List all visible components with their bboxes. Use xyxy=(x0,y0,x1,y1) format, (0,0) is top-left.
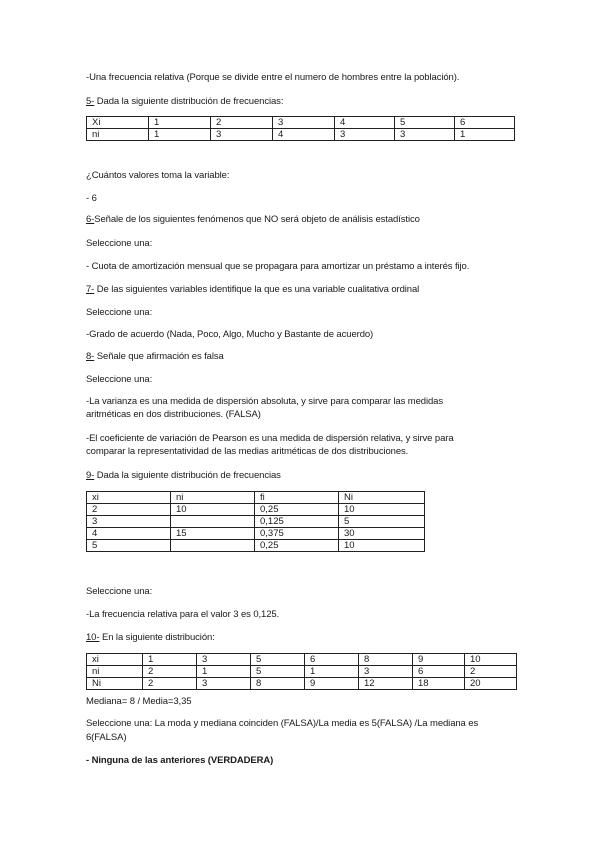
q8-select-label: Seleccione una: xyxy=(86,374,153,385)
table-cell: 6 xyxy=(455,117,515,129)
table-row xyxy=(87,678,517,690)
table-cell: 5 xyxy=(251,666,305,678)
table-row xyxy=(87,528,425,540)
q10-stats: Mediana= 8 / Media=3,35 xyxy=(86,696,192,707)
table-row xyxy=(87,540,425,552)
table-row xyxy=(87,666,517,678)
q10-answer: - Ninguna de las anteriores (VERDADERA) xyxy=(86,755,274,766)
table-cell: 5 xyxy=(395,117,455,129)
table-row xyxy=(87,654,517,666)
table-cell: ni xyxy=(171,492,255,504)
table-cell: xi xyxy=(87,654,143,666)
q8-option-1-line-2: aritméticas en dos distribuciones. (FALSA) xyxy=(86,409,261,420)
q10-heading xyxy=(86,632,215,644)
table-cell: 5 xyxy=(87,540,171,552)
q8-number: 8- xyxy=(86,351,95,362)
table-cell: 18 xyxy=(413,678,465,690)
table-row xyxy=(87,516,425,528)
table-cell: ni xyxy=(87,129,149,141)
table-cell: 4 xyxy=(273,129,335,141)
table-cell: 6 xyxy=(305,654,359,666)
q8-option-2-line-1: -El coeficiente de variación de Pearson es una medida de dispersión relativa, y sirve para xyxy=(86,433,454,444)
q8-text: Señale que afirmación es falsa xyxy=(94,351,224,362)
table-cell: 8 xyxy=(251,678,305,690)
table-cell: 1 xyxy=(305,666,359,678)
q10-text: En la siguiente distribución: xyxy=(99,632,215,643)
table-cell: 3 xyxy=(395,129,455,141)
table-cell: 1 xyxy=(455,129,515,141)
table-cell: 0,25 xyxy=(255,540,339,552)
table-cell: 1 xyxy=(143,654,197,666)
q7-heading xyxy=(86,284,419,296)
q10-table xyxy=(86,653,517,690)
q10-select-line-1: Seleccione una: La moda y mediana coinciden (FALSA)/La media es 5(FALSA) /La mediana es xyxy=(86,718,479,729)
table-cell: 8 xyxy=(359,654,413,666)
table-cell: 3 xyxy=(335,129,395,141)
q7-answer: -Grado de acuerdo (Nada, Poco, Algo, Mucho y Bastante de acuerdo) xyxy=(86,329,374,340)
q8-option-2-line-2: comparar la representatividad de las medias aritméticas de dos distribuciones. xyxy=(86,446,409,457)
table-cell: Ni xyxy=(339,492,425,504)
table-cell: 12 xyxy=(359,678,413,690)
q9-text: Dada la siguiente distribución de frecuencias xyxy=(94,470,281,481)
q9-table xyxy=(86,491,425,552)
q6-number: 6- xyxy=(86,214,95,225)
table-cell: fi xyxy=(255,492,339,504)
q5-answer: - 6 xyxy=(86,193,97,204)
q10-number: 10- xyxy=(86,632,100,643)
table-cell: 15 xyxy=(171,528,255,540)
table-cell: ni xyxy=(87,666,143,678)
table-row xyxy=(87,129,515,141)
table-cell: 10 xyxy=(339,540,425,552)
q7-text: De las siguientes variables identifique la que es una variable cualitativa ordinal xyxy=(94,284,420,295)
table-cell: 3 xyxy=(197,654,251,666)
q8-heading xyxy=(86,351,224,363)
table-cell: 10 xyxy=(465,654,517,666)
table-cell: 30 xyxy=(339,528,425,540)
q8-option-1-line-1: -La varianza es una medida de dispersión absoluta, y sirve para comparar las medidas xyxy=(86,396,444,407)
table-cell: 5 xyxy=(339,516,425,528)
table-row xyxy=(87,117,515,129)
table-cell: 10 xyxy=(339,504,425,516)
table-cell: 9 xyxy=(413,654,465,666)
q9-number: 9- xyxy=(86,470,95,481)
table-cell: 3 xyxy=(273,117,335,129)
table-cell: 2 xyxy=(87,504,171,516)
q6-text: Señale de los siguientes fenómenos que NO será objeto de análisis estadístico xyxy=(94,214,420,225)
table-cell: 0,375 xyxy=(255,528,339,540)
q5-text: Dada la siguiente distribución de frecuencias: xyxy=(94,96,284,107)
q6-select-label: Seleccione una: xyxy=(86,238,153,249)
table-cell: Ni xyxy=(87,678,143,690)
q7-number: 7- xyxy=(86,284,95,295)
table-cell xyxy=(171,516,255,528)
q9-select-label: Seleccione una: xyxy=(86,586,153,597)
table-cell: 3 xyxy=(359,666,413,678)
table-cell: 4 xyxy=(87,528,171,540)
table-row xyxy=(87,492,425,504)
table-cell: 3 xyxy=(87,516,171,528)
table-row xyxy=(87,504,425,516)
q6-heading xyxy=(86,214,420,226)
table-cell: 1 xyxy=(149,129,211,141)
q5-question: ¿Cuántos valores toma la variable: xyxy=(86,170,230,181)
q6-answer: - Cuota de amortización mensual que se propagara para amortizar un préstamo a interés fijo. xyxy=(86,261,470,272)
table-cell: 0,125 xyxy=(255,516,339,528)
table-cell: 1 xyxy=(149,117,211,129)
q10-select-line-2: 6(FALSA) xyxy=(86,732,127,743)
table-cell: 2 xyxy=(143,678,197,690)
table-cell: 5 xyxy=(251,654,305,666)
q5-number: 5- xyxy=(86,96,95,107)
q5-heading xyxy=(86,96,283,108)
q9-answer: -La frecuencia relativa para el valor 3 es 0,125. xyxy=(86,609,280,620)
table-cell: 1 xyxy=(197,666,251,678)
table-cell xyxy=(171,540,255,552)
table-cell: 3 xyxy=(211,129,273,141)
table-cell: 4 xyxy=(335,117,395,129)
table-cell: xi xyxy=(87,492,171,504)
intro-text: -Una frecuencia relativa (Porque se divide entre el numero de hombres entre la población). xyxy=(86,72,460,83)
table-cell: 20 xyxy=(465,678,517,690)
table-cell: 3 xyxy=(197,678,251,690)
q9-heading xyxy=(86,470,281,482)
table-cell: 2 xyxy=(465,666,517,678)
q5-table xyxy=(86,116,515,141)
table-cell: 0,25 xyxy=(255,504,339,516)
table-cell: 10 xyxy=(171,504,255,516)
table-cell: Xi xyxy=(87,117,149,129)
table-cell: 9 xyxy=(305,678,359,690)
q7-select-label: Seleccione una: xyxy=(86,307,153,318)
table-cell: 2 xyxy=(143,666,197,678)
table-cell: 6 xyxy=(413,666,465,678)
table-cell: 2 xyxy=(211,117,273,129)
